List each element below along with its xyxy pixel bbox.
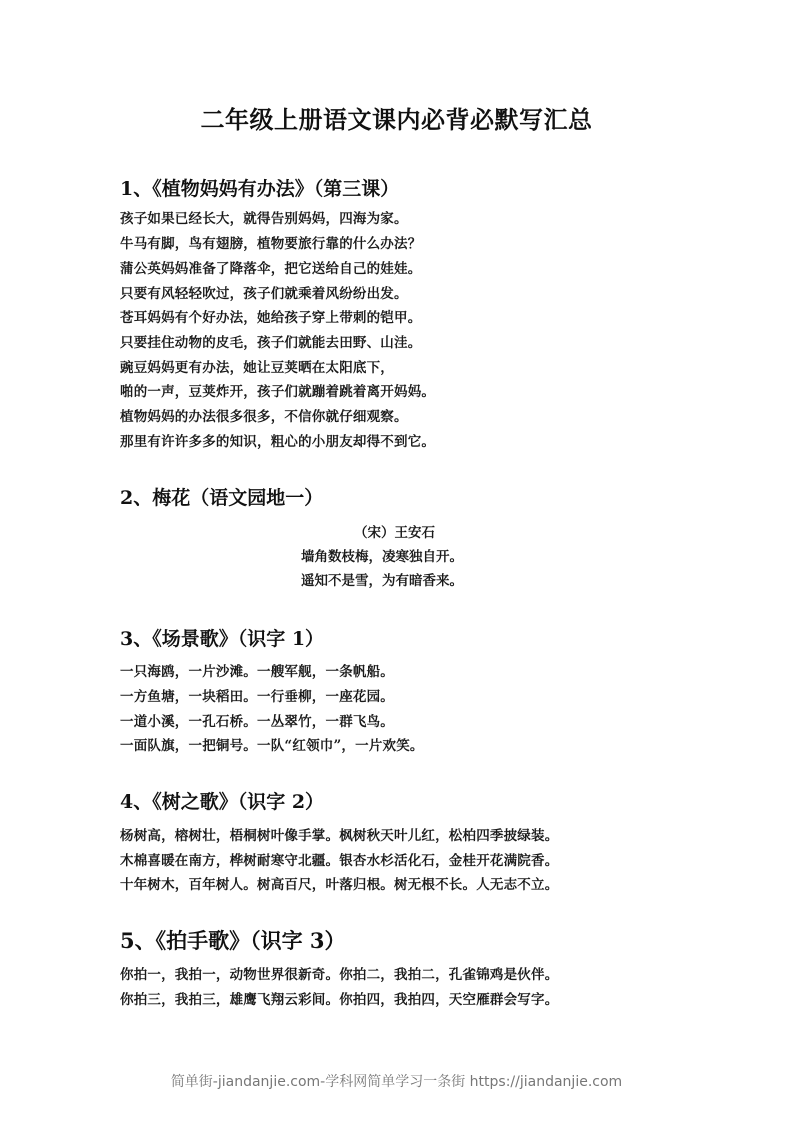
page-title: 二年级上册语文课内必背必默写汇总 [200,106,593,134]
section-1-line: 牛马有脚，鸟有翅膀，植物要旅行靠的什么办法？ [120,236,422,252]
section-5-line: 你拍一，我拍一，动物世界很新奇。你拍二，我拍二，孔雀锦鸡是伙伴。 [120,967,559,983]
section-1-line: 植物妈妈的办法很多很多，不信你就仔细观察。 [120,409,408,425]
section-4-line: 木棉喜暖在南方，桦树耐寒守北疆。银杏水杉活化石，金桂开花满院香。 [120,853,559,869]
section-1-line: 豌豆妈妈更有办法，她让豆荚晒在太阳底下， [120,360,394,376]
section-3-line: 一道小溪，一孔石桥。一丛翠竹，一群飞鸟。 [120,714,394,730]
poem-author: （宋）王安石 [354,525,435,541]
poem-line: 遥知不是雪，为有暗香来。 [301,573,463,589]
section-4-line: 杨树高，榕树壮，梧桐树叶像手掌。枫树秋天叶儿红，松柏四季披绿装。 [120,828,559,844]
section-3-line: 一方鱼塘，一块稻田。一行垂柳，一座花园。 [120,689,394,705]
section-heading-1: 1、《植物妈妈有办法》（第三课） [120,178,400,200]
section-heading-3: 3、《场景歌》（识字 1） [120,628,325,650]
section-1-line: 那里有许许多多的知识，粗心的小朋友却得不到它。 [120,434,436,450]
section-heading-4: 4、《树之歌》（识字 2） [120,791,325,813]
section-1-line: 啪的一声，豆荚炸开，孩子们就蹦着跳着离开妈妈。 [120,384,436,400]
section-1-line: 只要挂住动物的皮毛，孩子们就能去田野、山洼。 [120,335,422,351]
section-3-line: 一只海鸥，一片沙滩。一艘军舰，一条帆船。 [120,664,394,680]
section-heading-2: 2、梅花（语文园地一） [120,487,324,509]
section-1-line: 只要有风轻轻吹过，孩子们就乘着风纷纷出发。 [120,286,408,302]
section-1-line: 蒲公英妈妈准备了降落伞，把它送给自己的娃娃。 [120,261,422,277]
section-1-line: 孩子如果已经长大，就得告别妈妈，四海为家。 [120,211,408,227]
section-4-line: 十年树木，百年树人。树高百尺，叶落归根。树无根不长。人无志不立。 [120,877,559,893]
footer-watermark: 简单街-jiandanjie.com-学科网简单学习一条街 https://jiandanjie.com [170,1074,623,1090]
poem-line: 墙角数枝梅，凌寒独自开。 [301,549,463,565]
section-heading-5: 5、《拍手歌》（识字 3） [120,928,346,953]
section-5-line: 你拍三，我拍三，雄鹰飞翔云彩间。你拍四，我拍四，天空雁群会写字。 [120,992,559,1008]
section-1-line: 苍耳妈妈有个好办法，她给孩子穿上带刺的铠甲。 [120,310,422,326]
section-3-line: 一面队旗，一把铜号。一队“红领巾”，一片欢笑。 [120,738,424,754]
